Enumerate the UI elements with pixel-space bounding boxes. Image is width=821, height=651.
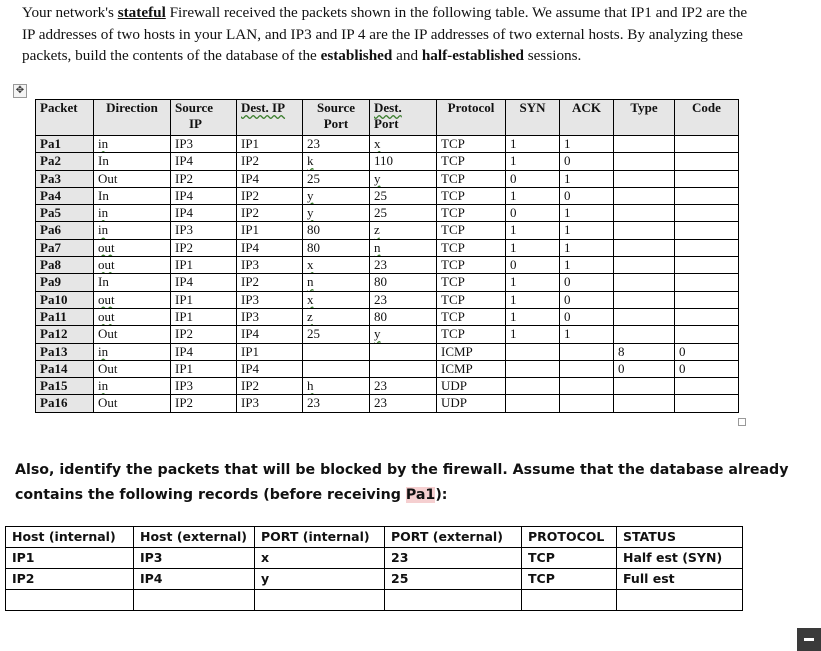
db-cell bbox=[255, 590, 385, 611]
cell-dst-port: y bbox=[370, 170, 437, 187]
cell-packet: Pa1 bbox=[36, 136, 94, 153]
header-syn: SYN bbox=[506, 100, 560, 136]
cell-type bbox=[614, 205, 675, 222]
cell-src-ip: IP4 bbox=[171, 343, 237, 360]
cell-protocol: TCP bbox=[437, 257, 506, 274]
cell-src-port: h bbox=[303, 378, 370, 395]
cell-code bbox=[675, 187, 739, 204]
db-header-cell: STATUS bbox=[617, 527, 743, 548]
cell-packet: Pa12 bbox=[36, 326, 94, 343]
cell-src-ip: IP3 bbox=[171, 222, 237, 239]
intro-stateful: stateful bbox=[117, 4, 166, 21]
cell-packet: Pa6 bbox=[36, 222, 94, 239]
cell-code bbox=[675, 308, 739, 325]
cell-type bbox=[614, 187, 675, 204]
cell-type bbox=[614, 222, 675, 239]
cell-direction: in bbox=[94, 378, 171, 395]
cell-src-ip: IP3 bbox=[171, 136, 237, 153]
cell-syn: 0 bbox=[506, 170, 560, 187]
cell-protocol: TCP bbox=[437, 136, 506, 153]
cell-direction: Out bbox=[94, 170, 171, 187]
cell-ack bbox=[560, 343, 614, 360]
cell-code bbox=[675, 239, 739, 256]
cell-protocol: TCP bbox=[437, 308, 506, 325]
cell-type bbox=[614, 257, 675, 274]
cell-dst-ip: IP3 bbox=[237, 257, 303, 274]
cell-src-port: 23 bbox=[303, 395, 370, 412]
minimize-icon[interactable] bbox=[797, 628, 821, 651]
cell-dst-port: 23 bbox=[370, 291, 437, 308]
cell-ack bbox=[560, 395, 614, 412]
cell-code: 0 bbox=[675, 343, 739, 360]
cell-dst-port: 80 bbox=[370, 308, 437, 325]
cell-dst-port: 25 bbox=[370, 187, 437, 204]
packet-table-header bbox=[36, 100, 739, 136]
table-resize-handle[interactable] bbox=[738, 418, 746, 426]
intro-half-established: half-established bbox=[421, 47, 524, 64]
cell-dst-ip: IP2 bbox=[237, 153, 303, 170]
cell-dst-port: n bbox=[370, 239, 437, 256]
cell-src-port bbox=[303, 360, 370, 377]
cell-protocol: UDP bbox=[437, 378, 506, 395]
cell-packet: Pa13 bbox=[36, 343, 94, 360]
cell-dst-ip: IP3 bbox=[237, 308, 303, 325]
cell-src-port: y bbox=[303, 205, 370, 222]
cell-code bbox=[675, 205, 739, 222]
header-dest-ip: Dest. IP bbox=[237, 100, 303, 136]
cell-code bbox=[675, 274, 739, 291]
cell-src-ip: IP1 bbox=[171, 360, 237, 377]
cell-src-port: 25 bbox=[303, 170, 370, 187]
cell-direction: in bbox=[94, 222, 171, 239]
cell-protocol: ICMP bbox=[437, 360, 506, 377]
cell-dst-port: 23 bbox=[370, 257, 437, 274]
cell-dst-ip: IP4 bbox=[237, 239, 303, 256]
cell-ack: 1 bbox=[560, 205, 614, 222]
cell-src-ip: IP1 bbox=[171, 291, 237, 308]
db-cell bbox=[522, 590, 617, 611]
packet-row bbox=[36, 136, 739, 153]
db-cell: 25 bbox=[385, 569, 522, 590]
cell-packet: Pa7 bbox=[36, 239, 94, 256]
packet-row bbox=[36, 153, 739, 170]
cell-dst-port: y bbox=[370, 326, 437, 343]
cell-ack: 1 bbox=[560, 326, 614, 343]
cell-code bbox=[675, 153, 739, 170]
cell-code bbox=[675, 378, 739, 395]
cell-ack: 1 bbox=[560, 170, 614, 187]
cell-type bbox=[614, 274, 675, 291]
cell-code bbox=[675, 291, 739, 308]
cell-syn: 1 bbox=[506, 326, 560, 343]
cell-type: 0 bbox=[614, 360, 675, 377]
db-cell: IP4 bbox=[134, 569, 255, 590]
cell-code: 0 bbox=[675, 360, 739, 377]
cell-ack bbox=[560, 360, 614, 377]
header-protocol: Protocol bbox=[437, 100, 506, 136]
cell-code bbox=[675, 222, 739, 239]
cell-direction: In bbox=[94, 274, 171, 291]
cell-syn: 1 bbox=[506, 187, 560, 204]
move-icon[interactable]: ✥ bbox=[13, 84, 27, 98]
db-header-cell: PORT (external) bbox=[385, 527, 522, 548]
cell-src-port: k bbox=[303, 153, 370, 170]
cell-dst-ip: IP2 bbox=[237, 274, 303, 291]
cell-src-ip: IP3 bbox=[171, 378, 237, 395]
cell-direction: out bbox=[94, 239, 171, 256]
header-code: Code bbox=[675, 100, 739, 136]
cell-type bbox=[614, 239, 675, 256]
cell-dst-port bbox=[370, 343, 437, 360]
cell-direction: Out bbox=[94, 395, 171, 412]
db-cell bbox=[617, 590, 743, 611]
cell-direction: In bbox=[94, 153, 171, 170]
cell-src-port: 80 bbox=[303, 222, 370, 239]
header-source-port: Source Port bbox=[303, 100, 370, 136]
cell-direction: in bbox=[94, 343, 171, 360]
db-cell: IP1 bbox=[6, 548, 134, 569]
db-cell: Half est (SYN) bbox=[617, 548, 743, 569]
packet-row bbox=[36, 170, 739, 187]
cell-direction: out bbox=[94, 308, 171, 325]
cell-syn: 1 bbox=[506, 239, 560, 256]
db-cell: IP2 bbox=[6, 569, 134, 590]
cell-type bbox=[614, 395, 675, 412]
intro-text-1: Your network's bbox=[22, 4, 118, 21]
cell-code bbox=[675, 136, 739, 153]
cell-direction: Out bbox=[94, 360, 171, 377]
packet-row bbox=[36, 257, 739, 274]
cell-dst-ip: IP1 bbox=[237, 136, 303, 153]
cell-dst-ip: IP4 bbox=[237, 360, 303, 377]
cell-dst-port: z bbox=[370, 222, 437, 239]
db-cell bbox=[6, 590, 134, 611]
cell-ack: 0 bbox=[560, 187, 614, 204]
db-row bbox=[6, 548, 743, 569]
cell-dst-ip: IP1 bbox=[237, 222, 303, 239]
cell-src-ip: IP4 bbox=[171, 274, 237, 291]
cell-dst-port: 110 bbox=[370, 153, 437, 170]
cell-packet: Pa5 bbox=[36, 205, 94, 222]
db-cell: IP3 bbox=[134, 548, 255, 569]
cell-protocol: TCP bbox=[437, 274, 506, 291]
cell-ack: 0 bbox=[560, 153, 614, 170]
cell-protocol: TCP bbox=[437, 326, 506, 343]
cell-dst-ip: IP2 bbox=[237, 187, 303, 204]
packet-row bbox=[36, 395, 739, 412]
instruction-end: ): bbox=[435, 487, 448, 503]
cell-packet: Pa15 bbox=[36, 378, 94, 395]
cell-src-port: 25 bbox=[303, 326, 370, 343]
packet-row bbox=[36, 360, 739, 377]
cell-direction: out bbox=[94, 291, 171, 308]
cell-src-ip: IP2 bbox=[171, 170, 237, 187]
cell-src-ip: IP2 bbox=[171, 395, 237, 412]
packet-table bbox=[35, 99, 739, 413]
cell-dst-ip: IP4 bbox=[237, 170, 303, 187]
packet-row bbox=[36, 308, 739, 325]
cell-syn: 0 bbox=[506, 205, 560, 222]
intro-paragraph bbox=[22, 2, 752, 67]
cell-packet: Pa10 bbox=[36, 291, 94, 308]
cell-dst-ip: IP1 bbox=[237, 343, 303, 360]
cell-code bbox=[675, 326, 739, 343]
cell-protocol: UDP bbox=[437, 395, 506, 412]
cell-syn: 1 bbox=[506, 136, 560, 153]
db-header-cell: Host (external) bbox=[134, 527, 255, 548]
db-row bbox=[6, 569, 743, 590]
db-header-cell: PROTOCOL bbox=[522, 527, 617, 548]
cell-syn bbox=[506, 395, 560, 412]
cell-ack: 1 bbox=[560, 239, 614, 256]
highlighted-pa1: Pa1 bbox=[405, 487, 436, 503]
cell-src-port: z bbox=[303, 308, 370, 325]
cell-code bbox=[675, 170, 739, 187]
cell-type bbox=[614, 308, 675, 325]
cell-type bbox=[614, 136, 675, 153]
header-source-ip: Source IP bbox=[171, 100, 237, 136]
cell-packet: Pa9 bbox=[36, 274, 94, 291]
db-cell bbox=[134, 590, 255, 611]
packet-row bbox=[36, 274, 739, 291]
db-header-row bbox=[6, 527, 743, 548]
cell-protocol: TCP bbox=[437, 222, 506, 239]
cell-type bbox=[614, 326, 675, 343]
cell-packet: Pa8 bbox=[36, 257, 94, 274]
packet-row bbox=[36, 205, 739, 222]
packet-row bbox=[36, 291, 739, 308]
cell-protocol: TCP bbox=[437, 239, 506, 256]
cell-src-port: y bbox=[303, 187, 370, 204]
instruction-text: Also, identify the packets that will be blocked by the firewall. Assume that the database already contains the following records (before receiving bbox=[15, 462, 789, 503]
cell-src-port bbox=[303, 343, 370, 360]
cell-src-port: 23 bbox=[303, 136, 370, 153]
cell-ack: 1 bbox=[560, 136, 614, 153]
cell-dst-ip: IP2 bbox=[237, 378, 303, 395]
cell-protocol: ICMP bbox=[437, 343, 506, 360]
cell-protocol: TCP bbox=[437, 153, 506, 170]
cell-ack: 0 bbox=[560, 308, 614, 325]
cell-protocol: TCP bbox=[437, 170, 506, 187]
cell-src-ip: IP4 bbox=[171, 153, 237, 170]
cell-syn: 1 bbox=[506, 222, 560, 239]
cell-ack bbox=[560, 378, 614, 395]
header-dest-port: Dest. Port bbox=[370, 100, 437, 136]
packet-row bbox=[36, 187, 739, 204]
cell-dst-port: 25 bbox=[370, 205, 437, 222]
db-cell: 23 bbox=[385, 548, 522, 569]
intro-text-2: Firewall received the packets shown in the following table. We assume that IP1 and IP2 are the IP addresses of two hosts in your LAN, and IP3 and IP 4 are the IP addresses of two external hosts. By analyzing these packets, build the contents of the database of the bbox=[22, 4, 748, 64]
db-cell: TCP bbox=[522, 548, 617, 569]
db-cell: y bbox=[255, 569, 385, 590]
cell-direction: in bbox=[94, 136, 171, 153]
cell-protocol: TCP bbox=[437, 205, 506, 222]
cell-code bbox=[675, 395, 739, 412]
cell-src-ip: IP1 bbox=[171, 308, 237, 325]
cell-packet: Pa16 bbox=[36, 395, 94, 412]
cell-packet: Pa4 bbox=[36, 187, 94, 204]
cell-ack: 0 bbox=[560, 291, 614, 308]
cell-dst-port bbox=[370, 360, 437, 377]
cell-dst-port: 80 bbox=[370, 274, 437, 291]
cell-src-port: 80 bbox=[303, 239, 370, 256]
db-header-cell: PORT (internal) bbox=[255, 527, 385, 548]
packet-row bbox=[36, 239, 739, 256]
cell-ack: 1 bbox=[560, 222, 614, 239]
cell-dst-ip: IP4 bbox=[237, 326, 303, 343]
instruction-paragraph bbox=[15, 458, 815, 508]
cell-syn: 1 bbox=[506, 153, 560, 170]
cell-dst-port: 23 bbox=[370, 395, 437, 412]
session-database-table bbox=[5, 526, 743, 611]
cell-syn: 1 bbox=[506, 308, 560, 325]
cell-direction: out bbox=[94, 257, 171, 274]
cell-dst-port: 23 bbox=[370, 378, 437, 395]
cell-src-ip: IP4 bbox=[171, 187, 237, 204]
cell-syn: 1 bbox=[506, 274, 560, 291]
cell-protocol: TCP bbox=[437, 291, 506, 308]
db-cell bbox=[385, 590, 522, 611]
cell-src-ip: IP4 bbox=[171, 205, 237, 222]
cell-type bbox=[614, 378, 675, 395]
cell-packet: Pa2 bbox=[36, 153, 94, 170]
cell-src-ip: IP2 bbox=[171, 239, 237, 256]
cell-type bbox=[614, 291, 675, 308]
cell-dst-ip: IP3 bbox=[237, 291, 303, 308]
header-direction: Direction bbox=[94, 100, 171, 136]
cell-dst-ip: IP3 bbox=[237, 395, 303, 412]
cell-protocol: TCP bbox=[437, 187, 506, 204]
cell-dst-ip: IP2 bbox=[237, 205, 303, 222]
cell-syn: 1 bbox=[506, 291, 560, 308]
header-packet: Packet bbox=[36, 100, 94, 136]
cell-syn bbox=[506, 378, 560, 395]
cell-syn: 0 bbox=[506, 257, 560, 274]
cell-direction: In bbox=[94, 187, 171, 204]
db-header-cell: Host (internal) bbox=[6, 527, 134, 548]
cell-dst-port: x bbox=[370, 136, 437, 153]
cell-code bbox=[675, 257, 739, 274]
cell-ack: 0 bbox=[560, 274, 614, 291]
header-type: Type bbox=[614, 100, 675, 136]
cell-src-port: x bbox=[303, 257, 370, 274]
cell-syn bbox=[506, 343, 560, 360]
intro-text-3: and bbox=[392, 47, 422, 64]
intro-established: established bbox=[320, 47, 393, 64]
packet-row bbox=[36, 222, 739, 239]
packet-row bbox=[36, 343, 739, 360]
header-ack: ACK bbox=[560, 100, 614, 136]
db-row bbox=[6, 590, 743, 611]
intro-text-4: sessions. bbox=[523, 47, 582, 64]
db-cell: x bbox=[255, 548, 385, 569]
cell-type bbox=[614, 153, 675, 170]
cell-packet: Pa14 bbox=[36, 360, 94, 377]
cell-src-port: n bbox=[303, 274, 370, 291]
db-cell: TCP bbox=[522, 569, 617, 590]
cell-ack: 1 bbox=[560, 257, 614, 274]
cell-src-ip: IP2 bbox=[171, 326, 237, 343]
cell-direction: Out bbox=[94, 326, 171, 343]
cell-type: 8 bbox=[614, 343, 675, 360]
cell-src-port: x bbox=[303, 291, 370, 308]
cell-direction: in bbox=[94, 205, 171, 222]
db-cell: Full est bbox=[617, 569, 743, 590]
packet-row bbox=[36, 378, 739, 395]
packet-row bbox=[36, 326, 739, 343]
cell-src-ip: IP1 bbox=[171, 257, 237, 274]
cell-type bbox=[614, 170, 675, 187]
cell-syn bbox=[506, 360, 560, 377]
cell-packet: Pa3 bbox=[36, 170, 94, 187]
cell-packet: Pa11 bbox=[36, 308, 94, 325]
